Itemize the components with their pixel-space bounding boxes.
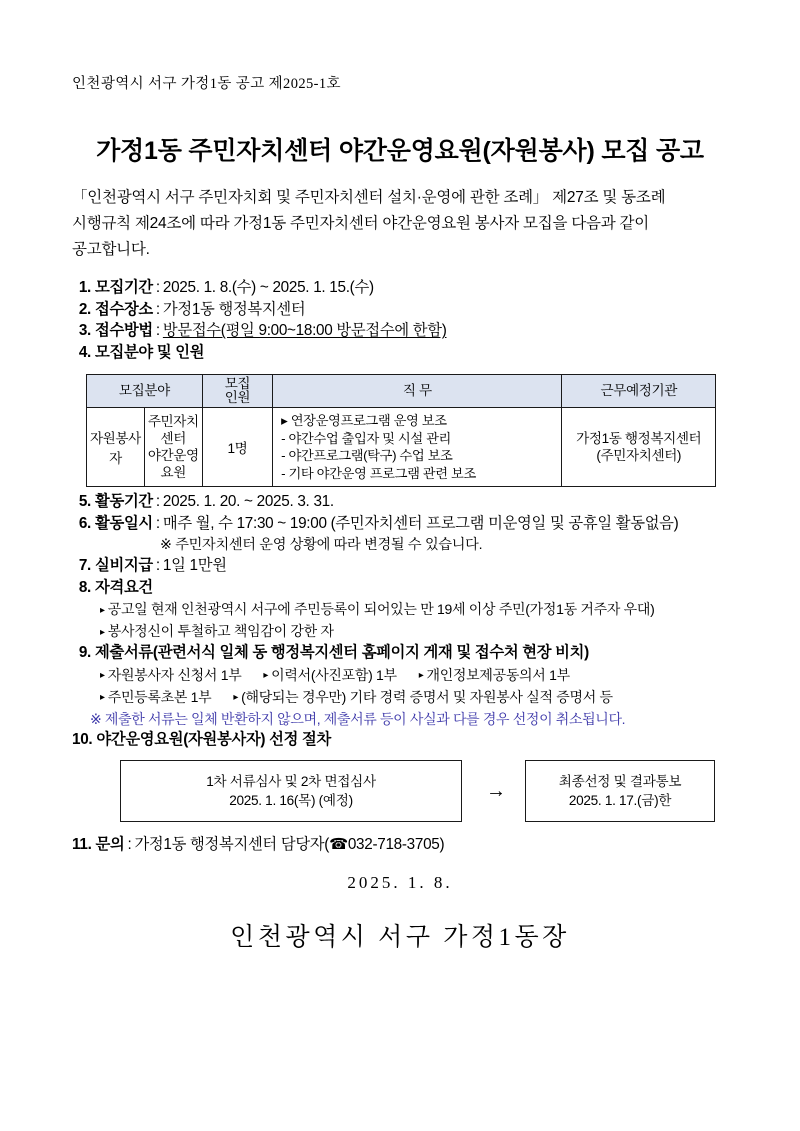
item-list-contact — [72, 835, 772, 857]
item-7-number: 7. — [78, 557, 91, 574]
flow-box-1-line-1: 1차 서류심사 및 2차 면접심사 — [206, 774, 376, 789]
triangle-bullet-icon: ▸ — [100, 626, 105, 638]
footer-signature: 인천광역시 서구 가정1동장 — [230, 924, 570, 951]
document-number: 인천광역시 서구 가정1동 공고 제2025-1호 — [72, 76, 341, 92]
table-header-count-line-1: 모집 — [224, 376, 251, 391]
item-9-row-1 — [72, 665, 772, 687]
flow-box-screening — [120, 760, 462, 822]
item-6-value: 매주 월, 수 17:30 ~ 19:00 (주민자치센터 프로그램 미운영일 및 공휴일 활동없음) — [162, 514, 679, 532]
item-8-bullet-2 — [72, 621, 772, 643]
cell-org — [562, 408, 716, 487]
item-8-number: 8. — [78, 578, 91, 596]
list-item-5 — [72, 492, 772, 513]
item-5-value: 2025. 1. 20. ~ 2025. 3. 31. — [162, 493, 334, 510]
flow-box-final-selection — [525, 760, 715, 822]
list-item-1 — [72, 278, 772, 299]
item-5-label: 활동기간 — [95, 493, 153, 510]
cell-field-b — [144, 408, 202, 487]
list-item-8 — [72, 578, 772, 599]
telephone-icon: ☎ — [329, 836, 348, 853]
item-6-number: 6. — [78, 514, 91, 532]
item-8-bullet-2-text: 봉사정신이 투철하고 책임감이 강한 자 — [107, 623, 334, 639]
duty-line-4: - 기타 야간운영 프로그램 관련 보조 — [281, 465, 476, 481]
footer-date: 2025. 1. 8. — [347, 873, 453, 892]
triangle-bullet-icon: ▸ — [418, 670, 424, 681]
triangle-bullet-icon: ▸ — [100, 670, 105, 681]
intro-line-2: 시행규칙 제24조에 따라 가정1동 주민자치센터 야간운영요원 봉사자 모집을 다음과 같이 — [72, 215, 649, 232]
item-9-doc-5: (해당되는 경우만) 기타 경력 증명서 및 자원봉사 실적 증명서 등 — [241, 688, 613, 705]
item-4-number: 4. — [78, 343, 91, 361]
cell-duties — [273, 408, 562, 487]
list-item-10 — [72, 730, 772, 751]
list-item-7 — [72, 556, 772, 577]
item-9-note: ※ 제출한 서류는 일체 반환하지 않으며, 제출서류 등이 사실과 다를 경우 선정이 취소됩니다. — [90, 710, 626, 727]
item-7-label: 실비지급 — [95, 557, 153, 574]
triangle-bullet-icon: ▸ — [263, 670, 269, 681]
item-5-number: 5. — [78, 493, 91, 510]
cell-field-a: 자원봉사자 — [87, 408, 145, 487]
item-3-label: 접수방법 — [95, 322, 153, 339]
item-1-value: 2025. 1. 8.(수) ~ 2025. 1. 15.(수) — [162, 279, 374, 296]
table-header-field: 모집분야 — [87, 375, 203, 408]
item-2-separator: : — [155, 300, 160, 318]
table-header-count-line-2: 인원 — [224, 390, 251, 405]
page-title: 가정1동 주민자치센터 야간운영요원(자원봉사) 모집 공고 — [96, 137, 704, 165]
item-9-doc-3: 개인정보제공동의서 1부 — [426, 666, 570, 683]
flow-box-1-line-2: 2025. 1. 16(목) (예정) — [229, 793, 353, 808]
triangle-bullet-icon: ▸ — [233, 692, 239, 703]
item-2-value: 가정1동 행정복지센터 — [162, 300, 306, 318]
item-11-phone-number: 032-718-3705) — [347, 836, 445, 853]
intro-paragraph — [72, 185, 744, 263]
item-9-doc-4: 주민등록초본 1부 — [107, 688, 212, 705]
item-6-label: 활동일시 — [95, 514, 153, 532]
cell-count: 1명 — [202, 408, 272, 487]
duty-line-3: - 야간프로그램(탁구) 수업 보조 — [281, 448, 453, 463]
table-header-count — [202, 375, 272, 408]
item-9-number: 9. — [78, 644, 91, 661]
item-3-separator: : — [155, 322, 160, 339]
table-header-org: 근무예정기관 — [562, 375, 716, 408]
item-list — [72, 278, 772, 364]
cell-org-line-2: (주민자치센터) — [596, 448, 682, 463]
item-9-label: 제출서류(관련서식 일체 동 행정복지센터 홈페이지 게재 및 접수처 현장 비치) — [95, 644, 589, 661]
item-8-bullet-1-text: 공고일 현재 인천광역시 서구에 주민등록이 되어있는 만 19세 이상 주민(가정1동 거주자 우대) — [107, 601, 655, 617]
table-header-row — [87, 375, 716, 408]
list-item-6 — [72, 514, 772, 535]
item-7-separator: : — [155, 557, 160, 574]
list-item-4 — [72, 343, 772, 364]
list-item-3 — [72, 321, 772, 342]
cell-field-b-line-2: 야간운영요원 — [147, 448, 199, 480]
item-3-value: 방문접수(평일 9:00~18:00 방문접수에 한함) — [162, 322, 447, 339]
intro-line-1: 「인천광역시 서구 주민자치회 및 주민자치센터 설치·운영에 관한 조례」 제27조 및 동조례 — [72, 189, 666, 206]
duty-line-2: - 야간수업 출입자 및 시설 관리 — [281, 430, 451, 446]
item-6-separator: : — [155, 514, 160, 532]
item-9-doc-1: 자원봉사자 신청서 1부 — [107, 666, 242, 683]
table-row — [87, 408, 716, 487]
selection-flow-diagram — [120, 760, 720, 822]
item-10-number: 10. — [72, 730, 93, 748]
item-8-label: 자격요건 — [95, 578, 153, 596]
list-item-2 — [72, 300, 772, 321]
item-4-label: 모집분야 및 인원 — [95, 343, 205, 361]
item-11-separator: : — [127, 836, 132, 853]
intro-line-3: 공고합니다. — [72, 241, 150, 258]
item-1-number: 1. — [78, 279, 91, 296]
item-1-label: 모집기간 — [95, 279, 153, 296]
item-2-number: 2. — [78, 300, 91, 318]
item-11-number: 11. — [72, 836, 92, 853]
item-9-doc-2: 이력서(사진포함) 1부 — [271, 666, 397, 683]
item-3-number: 3. — [78, 322, 91, 339]
cell-org-line-1: 가정1동 행정복지센터 — [576, 431, 702, 446]
cell-field-b-line-1: 주민자치센터 — [147, 414, 199, 446]
item-5-separator: : — [155, 493, 160, 510]
flow-box-2-line-1: 최종선정 및 결과통보 — [558, 774, 682, 789]
item-1-separator: : — [155, 279, 160, 296]
arrow-right-icon: → — [486, 780, 506, 802]
list-item-9 — [72, 643, 772, 664]
flow-box-2-line-2: 2025. 1. 17.(금)한 — [568, 793, 672, 808]
item-9-row-2 — [72, 687, 772, 709]
item-11-label: 문의 — [95, 836, 125, 853]
item-8-bullet-1 — [72, 599, 772, 621]
item-11-value-prefix: 가정1동 행정복지센터 담당자( — [134, 836, 330, 853]
item-10-label: 야간운영요원(자원봉사자) 선정 절차 — [96, 730, 332, 748]
triangle-bullet-icon: ▸ — [100, 692, 105, 703]
recruitment-table-wrapper — [86, 374, 716, 487]
list-item-11 — [72, 835, 772, 856]
item-6-note: ※ 주민자치센터 운영 상황에 따라 변경될 수 있습니다. — [160, 537, 483, 553]
item-7-value: 1일 1만원 — [162, 557, 227, 574]
triangle-bullet-icon: ▸ — [100, 604, 105, 616]
recruitment-table — [86, 374, 716, 487]
table-header-duty: 직 무 — [273, 375, 562, 408]
duty-line-1: ▸ 연장운영프로그램 운영 보조 — [281, 413, 447, 428]
item-2-label: 접수장소 — [95, 300, 153, 318]
item-list-continued — [72, 492, 772, 751]
